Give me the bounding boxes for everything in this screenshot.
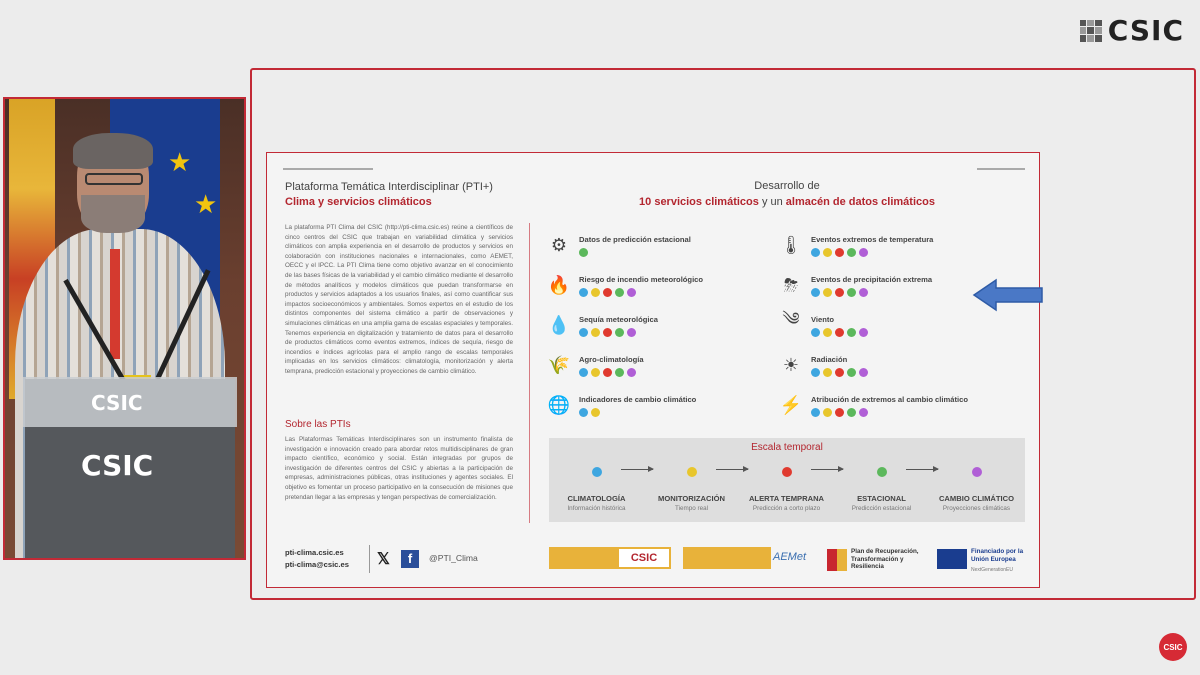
scale-dot	[603, 328, 612, 337]
service-3	[779, 273, 932, 297]
speaker-video	[3, 97, 246, 560]
scale-dot	[847, 408, 856, 417]
service-name: Radiación	[811, 355, 848, 364]
facebook-icon[interactable]: f	[401, 550, 419, 568]
podium-label-main: CSIC	[81, 449, 154, 482]
service-5	[779, 309, 868, 337]
scale-dot	[847, 248, 856, 257]
stage-label: ESTACIONAL	[857, 494, 906, 503]
recovery-plan-text: Plan de Recuperación, Transformación y Resiliencia	[851, 548, 919, 571]
service-4	[547, 313, 658, 337]
stage-sublabel: Tiempo real	[674, 505, 708, 512]
scale-dot	[835, 408, 844, 417]
scale-dot	[823, 408, 832, 417]
stage-label: MONITORIZACIÓN	[658, 494, 725, 503]
scale-dot	[823, 368, 832, 377]
scale-dot	[847, 368, 856, 377]
stage-4	[929, 464, 1024, 512]
heading-bold1: 10 servicios climáticos	[639, 196, 759, 208]
stage-dot	[687, 467, 697, 477]
sun-icon: ☀	[782, 354, 800, 375]
service-name: Datos de predicción estacional	[579, 235, 691, 244]
scale-dot	[627, 328, 636, 337]
service-name: Eventos extremos de temperatura	[811, 235, 934, 244]
scale-dot	[823, 288, 832, 297]
scale-dot	[847, 288, 856, 297]
government-logo	[683, 547, 771, 569]
scale-dot	[627, 368, 636, 377]
csic-logo-text: CSIC	[1107, 14, 1184, 47]
service-dots	[579, 408, 696, 417]
scale-dot	[811, 408, 820, 417]
service-name: Eventos de precipitación extrema	[811, 275, 933, 284]
service-name: Sequía meteorológica	[579, 315, 658, 324]
scale-dot	[615, 368, 624, 377]
scale-dot	[835, 288, 844, 297]
scale-dot	[847, 328, 856, 337]
scale-dot	[811, 328, 820, 337]
scale-dot	[591, 328, 600, 337]
service-dots	[579, 328, 658, 337]
service-name: Agro-climatología	[579, 355, 644, 364]
service-dots	[811, 328, 868, 337]
scale-dot	[811, 368, 820, 377]
right-heading-line1: Desarrollo de	[754, 180, 820, 192]
stage-dot	[592, 467, 602, 477]
aemet-logo: AEMet	[773, 551, 807, 563]
pointer-arrow-icon	[972, 278, 1044, 312]
ministry-logo	[549, 547, 671, 569]
eu-funding-text: Financiado por la Unión Europea	[971, 548, 1024, 563]
scale-dot	[859, 408, 868, 417]
thermometer-icon: 🌡	[779, 234, 803, 255]
stage-label: ALERTA TEMPRANA	[748, 494, 825, 503]
scale-dot	[579, 328, 588, 337]
x-logo-icon[interactable]: 𝕏	[377, 551, 390, 568]
stage-sublabel: Información histórica	[567, 505, 626, 512]
stage-dot	[972, 467, 982, 477]
service-7	[779, 353, 868, 377]
service-name: Atribución de extremos al cambio climático	[811, 395, 968, 404]
stage-sublabel: Proyecciones climáticas	[942, 505, 1011, 512]
scale-dot	[859, 368, 868, 377]
heading-mid: y un	[758, 196, 786, 208]
service-dots	[811, 288, 932, 297]
scale-dot	[591, 408, 600, 417]
service-dots	[579, 248, 691, 257]
scale-dot	[615, 288, 624, 297]
scale-dot	[835, 248, 844, 257]
csic-emblem-icon	[1080, 20, 1102, 42]
scale-dot	[835, 368, 844, 377]
temporal-scale	[549, 438, 1025, 522]
scale-dot	[603, 288, 612, 297]
service-6	[547, 353, 644, 377]
drop-icon: 💧	[547, 314, 571, 335]
about-title: Sobre las PTIs	[285, 419, 351, 430]
left-title: Plataforma Temática Interdisciplinar (PTI+)	[285, 181, 493, 193]
stage-sublabel: Predicción a corto plazo	[752, 505, 821, 512]
intro-text: La plataforma PTI Clima del CSIC (http://pti-clima.csic.es) reúne a científicos de cinco centros del CSIC que trabajan en variabilidad climática y servicios climáticos con amplia experiencia en el desarrollo de productos y servicios en colaboración con instituciones nacionales e internacionales, como AEMET, OECC y el IPCC. La PTI Clima tiene como objetivo avanzar en el conocimiento de las bases físicas de la variabilidad y el cambio climático mediante el desarrollo de métodos analíticos y modelos climáticos que puedan transformarse en productos y servicios adaptados a los usuarios finales, así como cuantificar sus impactos socioeconómicos y ambientales. Somos expertos en el estudio de los distintos componentes del sistema climático a partir de observaciones y simulaciones climáticas en una amplia gama de escalas espaciales y temporales. Tenemos experiencia en digitalización y tratamiento de datos para el desarrollo de productos climáticos como eventos extremos, índices de sequía, riesgo de incendios e índices agrícolas para el amplio rango de escalas temporales implicadas en los servicios climáticos: climatología, monitorización y alerta temprana, predicción estacional y proyecciones de cambio climático.	[285, 224, 513, 375]
stage-label: CAMBIO CLIMÁTICO	[938, 494, 1015, 503]
service-name: Indicadores de cambio climático	[579, 395, 697, 404]
service-0	[547, 233, 691, 257]
service-dots	[811, 408, 968, 417]
globe-icon: 🌐	[547, 394, 571, 415]
scale-dot	[823, 248, 832, 257]
service-dots	[811, 248, 933, 257]
footer-site[interactable]: pti-clima.csic.es	[285, 548, 344, 557]
stage-label: CLIMATOLOGÍA	[567, 494, 626, 503]
scale-dot	[627, 288, 636, 297]
social-handle[interactable]: @PTI_Clima	[429, 553, 478, 563]
stage-2	[739, 464, 834, 512]
about-text: Las Plataformas Temáticas Interdisciplinares son un instrumento finalista de investigación e innovación creado para abordar retos multidisciplinares de gran impacto científico, económico y social. Están integradas por grupos de investigación de diferentes centros del CSIC y abiertas a la participación de empresas, administraciones públicas, otras instituciones y agentes sociales. El objetivo es fomentar un proceso participativo en la consecución de misiones que pretendan llegar a las empresas y tengan perspectivas de comercialización.	[285, 436, 513, 501]
service-name: Riesgo de incendio meteorológico	[579, 275, 704, 284]
wheat-icon: 🌾	[547, 354, 571, 375]
stage-0	[549, 464, 644, 512]
scale-dot	[579, 288, 588, 297]
service-9	[779, 393, 968, 417]
footer-email[interactable]: pti-clima@csic.es	[285, 560, 349, 569]
eu-flag-icon	[937, 549, 967, 569]
stage-1	[644, 464, 739, 512]
gears-icon: ⚙	[550, 234, 568, 255]
service-2	[547, 273, 703, 297]
service-dots	[579, 288, 703, 297]
scale-dot	[579, 408, 588, 417]
scale-dot	[859, 288, 868, 297]
scale-dot	[591, 288, 600, 297]
service-dots	[579, 368, 644, 377]
scale-dot	[591, 368, 600, 377]
scale-dot	[579, 368, 588, 377]
heading-bold2: almacén de datos climáticos	[785, 196, 935, 208]
stage-dot	[782, 467, 792, 477]
stage-dot	[877, 467, 887, 477]
stage-sublabel: Predicción estacional	[851, 505, 912, 512]
scale-dot	[811, 288, 820, 297]
slide	[266, 152, 1040, 588]
recovery-plan-icon	[827, 549, 847, 571]
slide-footer	[267, 541, 1039, 581]
scale-dot	[835, 328, 844, 337]
eu-next-gen: NextGenerationEU	[971, 567, 1013, 573]
corner-csic-logo[interactable]: CSIC	[1159, 633, 1187, 661]
podium-label-top: CSIC	[91, 391, 143, 415]
service-name: Viento	[811, 315, 835, 324]
scale-dot	[823, 328, 832, 337]
scale-dot	[579, 248, 588, 257]
stage-3	[834, 464, 929, 512]
storm-cloud-icon: ⛈	[783, 274, 799, 295]
csic-logo	[1080, 14, 1184, 47]
wind-icon: ༄	[782, 309, 800, 329]
fire-icon: 🔥	[547, 274, 571, 295]
service-8	[547, 393, 696, 417]
scale-dot	[811, 248, 820, 257]
csic-small-logo: CSIC	[619, 549, 669, 567]
eu-flag: ★ ★	[110, 99, 220, 429]
service-dots	[811, 368, 868, 377]
left-subtitle: Clima y servicios climáticos	[285, 196, 432, 208]
right-heading-line2	[549, 196, 1025, 208]
scale-dot	[603, 368, 612, 377]
scale-dot	[859, 328, 868, 337]
scale-dot	[615, 328, 624, 337]
scale-dot	[859, 248, 868, 257]
attribution-icon: ⚡	[779, 394, 803, 415]
service-1	[779, 233, 933, 257]
temporal-scale-title: Escala temporal	[751, 442, 823, 453]
